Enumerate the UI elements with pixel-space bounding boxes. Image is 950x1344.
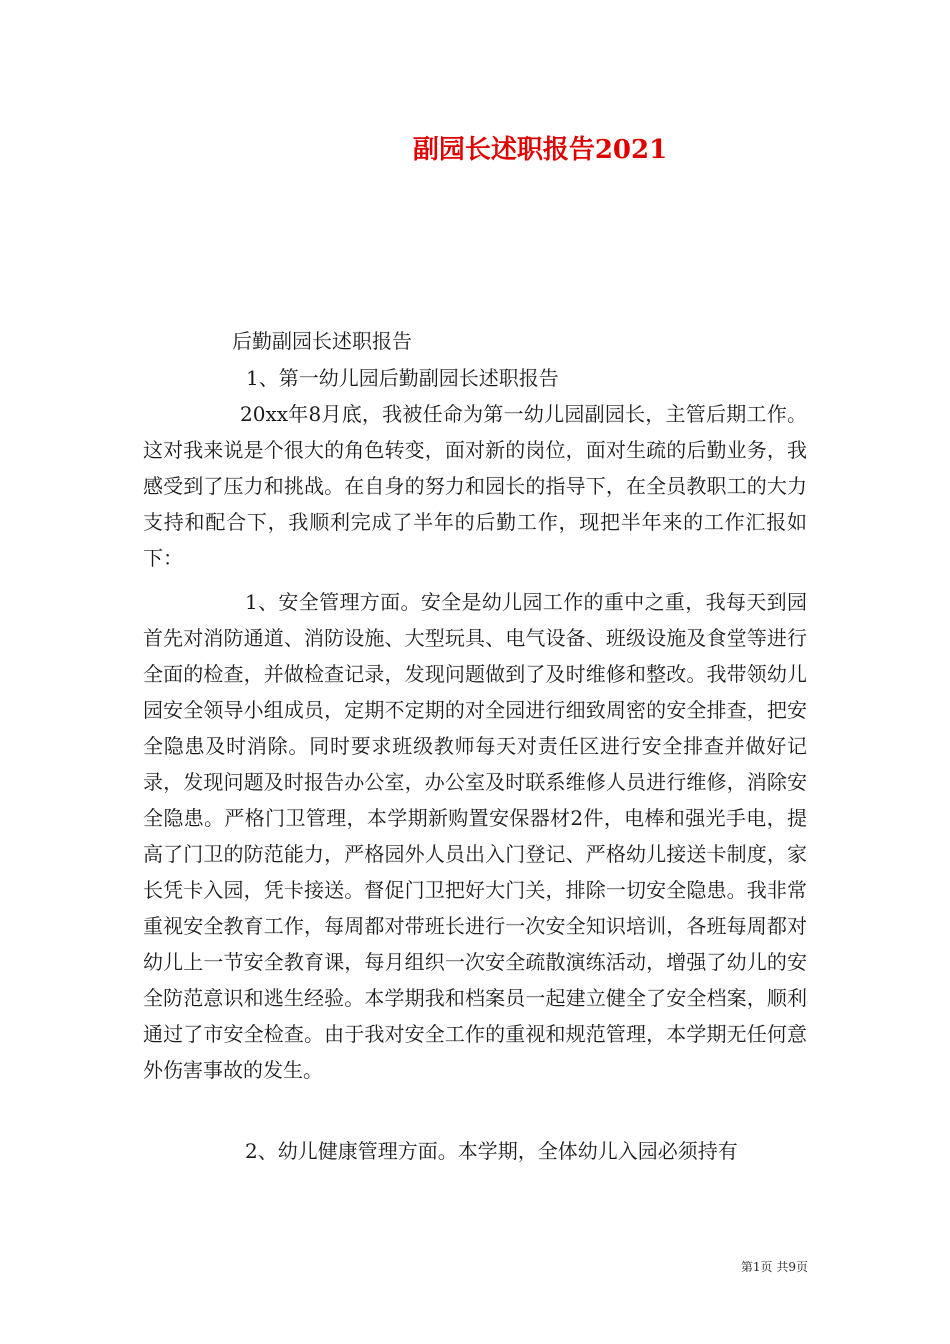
paragraph-health-management: 2、幼儿健康管理方面。本学期，全体幼儿入园必须持有: [245, 1139, 738, 1163]
document-subtitle: 后勤副园长述职报告: [232, 329, 412, 353]
paragraph-intro: 20xx年8月底，我被任命为第一幼儿园副园长，主管后期工作。这对我来说是个很大的角色转变，面对新的岗位，面对生疏的后勤业务，我感受到了压力和挑战。在自身的努力和园长的指导下，在全员教职工的大力支持和配合下，我顺利完成了半年的后勤工作，现把半年来的工作汇报如下：: [143, 402, 807, 570]
paragraph-safety-management: 1、安全管理方面。安全是幼儿园工作的重中之重，我每天到园首先对消防通道、消防设施、大型玩具、电气设备、班级设施及食堂等进行全面的检查，并做检查记录，发现问题做到了及时维修和整改。我带领幼儿园安全领导小组成员，定期不定期的对全园进行细致周密的安全排查，把安全隐患及时消除。同时要求班级教师每天对责任区进行安全排查并做好记录，发现问题及时报告办公室，办公室及时联系维修人员进行维修，消除安全隐患。严格门卫管理，本学期新购置安保器材2件，电棒和强光手电，提高了门卫的防范能力，严格园外人员出入门登记、严格幼儿接送卡制度，家长凭卡入园，凭卡接送。督促门卫把好大门关，排除一切安全隐患。我非常重视安全教育工作，每周都对带班长进行一次安全知识培训，各班每周都对幼儿上一节安全教育课，每月组织一次安全疏散演练活动，增强了幼儿的安全防范意识和逃生经验。本学期我和档案员一起建立健全了安全档案，顺利通过了市安全检查。由于我对安全工作的重视和规范管理，本学期无任何意外伤害事故的发生。: [143, 590, 807, 1082]
document-title: 副园长述职报告2021: [412, 135, 668, 165]
section-heading: 1、第一幼儿园后勤副园长述职报告: [246, 366, 559, 390]
page-number-footer: 第1页 共9页: [740, 1260, 808, 1274]
